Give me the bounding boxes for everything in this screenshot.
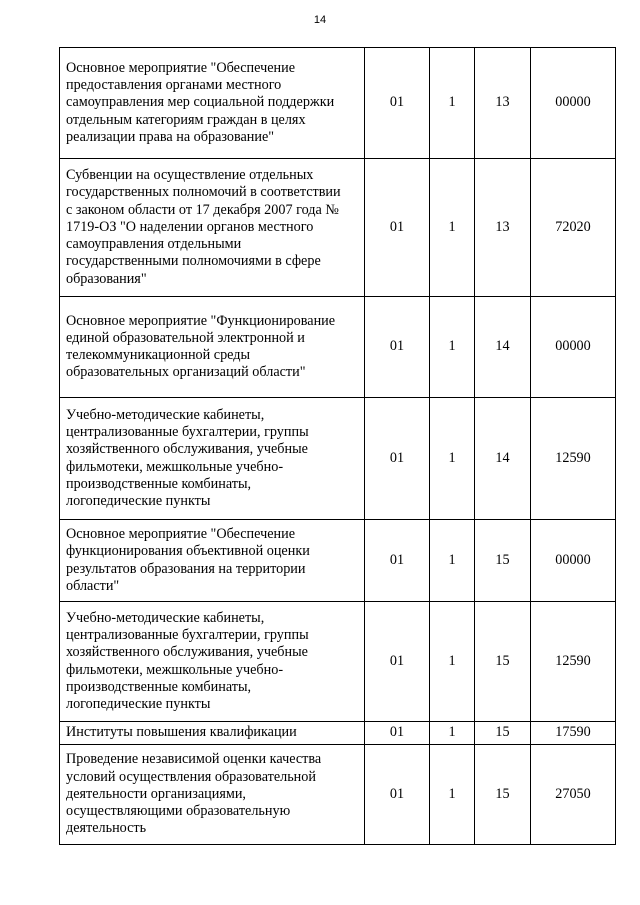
description-line: Учебно-методические кабинеты, — [66, 406, 265, 423]
table-row — [60, 722, 616, 745]
row-description — [60, 602, 365, 722]
description-line: Основное мероприятие "Функционирование — [66, 312, 336, 329]
row-description — [60, 520, 365, 602]
code-cell: 01 — [365, 159, 430, 297]
code-cell: 13 — [475, 48, 531, 159]
code-cell: 1 — [430, 159, 475, 297]
code-cell: 15 — [475, 520, 531, 602]
row-description — [60, 159, 365, 297]
code-cell: 00000 — [531, 297, 616, 398]
description-line: 1719-ОЗ "О наделении органов местного — [66, 218, 314, 235]
code-cell: 1 — [430, 297, 475, 398]
description-line: Основное мероприятие "Обеспечение — [66, 59, 296, 76]
code-cell: 15 — [475, 722, 531, 745]
code-cell: 12590 — [531, 602, 616, 722]
table-row — [60, 48, 616, 159]
table-row — [60, 602, 616, 722]
description-line: отдельным категориям граждан в целях — [66, 111, 306, 128]
table-row — [60, 297, 616, 398]
code-cell: 27050 — [531, 745, 616, 845]
code-cell: 15 — [475, 602, 531, 722]
code-cell: 00000 — [531, 48, 616, 159]
description-line: централизованные бухгалтерии, группы — [66, 627, 309, 644]
description-line: государственных полномочий в соответствии — [66, 184, 341, 201]
description-line: самоуправления мер социальной поддержки — [66, 94, 335, 111]
code-cell: 14 — [475, 297, 531, 398]
code-cell: 1 — [430, 48, 475, 159]
table-row — [60, 520, 616, 602]
code-cell: 01 — [365, 745, 430, 845]
row-description — [60, 722, 365, 745]
description-line: результатов образования на территории — [66, 560, 306, 577]
code-cell: 01 — [365, 602, 430, 722]
row-description — [60, 398, 365, 520]
table-row — [60, 159, 616, 297]
code-cell: 01 — [365, 722, 430, 745]
code-cell: 00000 — [531, 520, 616, 602]
description-line: производственные комбинаты, — [66, 475, 252, 492]
table-row — [60, 745, 616, 845]
description-line: хозяйственного обслуживания, учебные — [66, 441, 308, 458]
description-line: деятельность — [66, 820, 147, 837]
row-description — [60, 48, 365, 159]
description-line: Институты повышения квалификации — [66, 724, 297, 741]
code-cell: 1 — [430, 602, 475, 722]
description-line: производственные комбинаты, — [66, 678, 252, 695]
description-line: условий осуществления образовательной — [66, 768, 316, 785]
code-cell: 15 — [475, 745, 531, 845]
description-line: образовательных организаций области" — [66, 364, 306, 381]
description-line: деятельности организациями, — [66, 785, 246, 802]
description-line: Учебно-методические кабинеты, — [66, 609, 265, 626]
page-number: 14 — [313, 14, 327, 26]
row-description — [60, 745, 365, 845]
description-line: осуществляющими образовательную — [66, 803, 291, 820]
description-line: фильмотеки, межшкольные учебно- — [66, 661, 284, 678]
code-cell: 13 — [475, 159, 531, 297]
description-line: централизованные бухгалтерии, группы — [66, 424, 309, 441]
row-description — [60, 297, 365, 398]
description-line: с законом области от 17 декабря 2007 года № — [66, 201, 339, 218]
code-cell: 01 — [365, 297, 430, 398]
description-line: Проведение независимой оценки качества — [66, 751, 322, 768]
table-row — [60, 398, 616, 520]
table-body — [60, 48, 616, 845]
description-line: предоставления органами местного — [66, 77, 282, 94]
description-line: функционирования объективной оценки — [66, 543, 310, 560]
description-line: логопедические пункты — [66, 492, 211, 509]
code-cell: 72020 — [531, 159, 616, 297]
budget-classification-table — [59, 47, 616, 845]
description-line: Основное мероприятие "Обеспечение — [66, 526, 296, 543]
code-cell: 12590 — [531, 398, 616, 520]
description-line: образования" — [66, 270, 147, 287]
code-cell: 01 — [365, 520, 430, 602]
description-line: Субвенции на осуществление отдельных — [66, 167, 314, 184]
description-line: телекоммуникационной среды — [66, 347, 251, 363]
code-cell: 01 — [365, 48, 430, 159]
code-cell: 14 — [475, 398, 531, 520]
code-cell: 1 — [430, 398, 475, 520]
code-cell: 1 — [430, 722, 475, 745]
description-line: государственными полномочиями в сфере — [66, 253, 321, 270]
description-line: логопедические пункты — [66, 695, 211, 712]
code-cell: 1 — [430, 520, 475, 602]
description-line: единой образовательной электронной и — [66, 329, 305, 346]
code-cell: 01 — [365, 398, 430, 520]
code-cell: 1 — [430, 745, 475, 845]
description-line: самоуправления отдельными — [66, 236, 242, 253]
description-line: хозяйственного обслуживания, учебные — [66, 644, 308, 661]
description-line: области" — [66, 577, 120, 594]
description-line: реализации права на образование" — [66, 128, 275, 145]
description-line: фильмотеки, межшкольные учебно- — [66, 458, 284, 475]
code-cell: 17590 — [531, 722, 616, 745]
